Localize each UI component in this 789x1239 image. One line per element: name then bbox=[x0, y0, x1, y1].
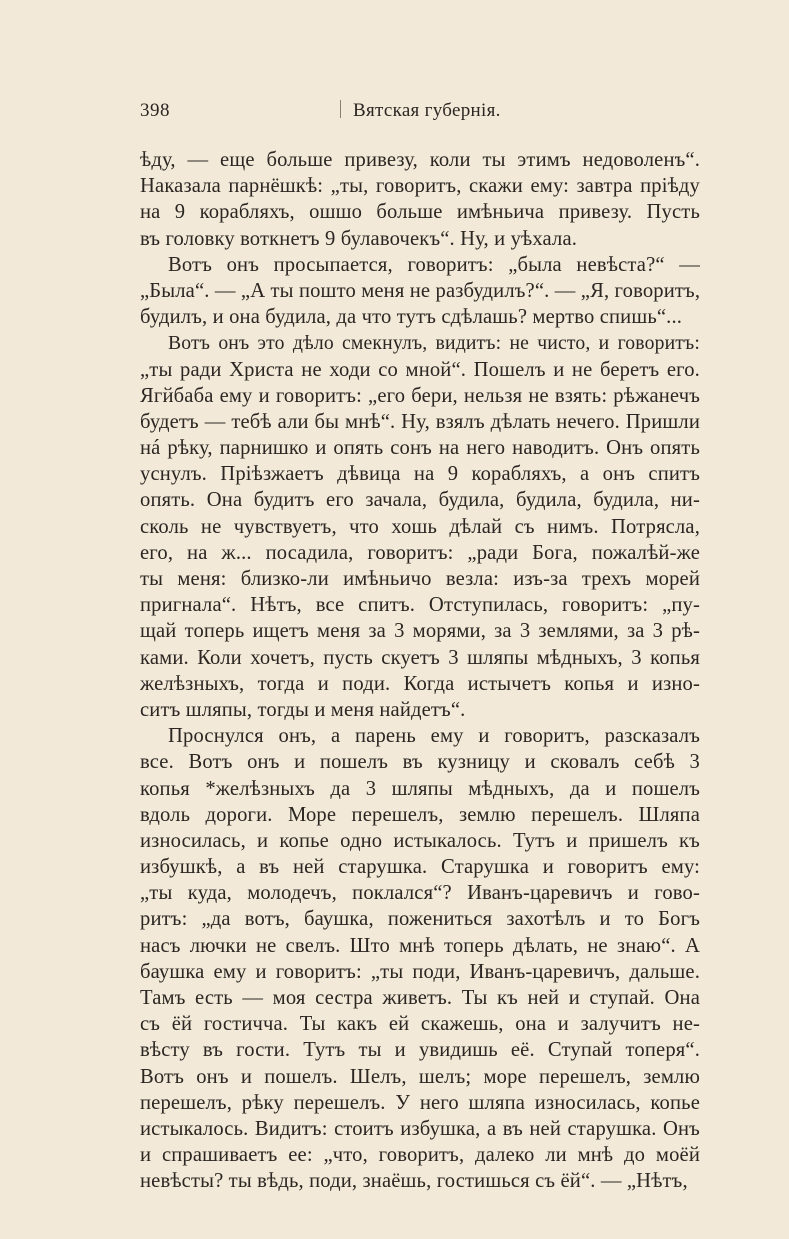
text-line: Проснулся онъ, а парень ему и говоритъ, разсказалъ bbox=[168, 725, 700, 748]
text-line: невѣсты? ты вѣдь, поди, знаёшь, гостишься съ ёй“. — „Нѣтъ, bbox=[140, 1170, 688, 1193]
text-line: Ягйбаба ему и говоритъ: „его бери, нельзя не взять: рѣжанечъ bbox=[140, 384, 700, 407]
text-line: будетъ — тебѣ али бы мнѣ“. Ну, взялъ дѣлать нечего. Пришли bbox=[140, 410, 700, 433]
text-line: „Была“. — „А ты пошто меня не разбудилъ?“. — „Я, говоритъ, bbox=[140, 279, 701, 302]
text-line: на 9 корабляхъ, ошшо больше имѣньича привезу. Пусть bbox=[140, 201, 700, 224]
text-line: Тамъ есть — моя сестра живетъ. Ты къ ней и ступай. Она bbox=[140, 987, 700, 1009]
text-line: будилъ, и она будила, да что тутъ сдѣлашь? мертво спишь“... bbox=[140, 306, 683, 329]
body-text bbox=[140, 147, 700, 1195]
text-line: „ты куда, молодечъ, поклался“? Иванъ-царевичъ и гово- bbox=[140, 882, 700, 905]
text-line: перешелъ, рѣку перешелъ. У него шляпа износилась, копье bbox=[140, 1091, 700, 1114]
text-line: Наказала парнёшкѣ: „ты, говоритъ, скажи ему: завтра пріѣду bbox=[140, 175, 700, 198]
text-line: все. Вотъ онъ и пошелъ въ кузницу и сковалъ себѣ 3 bbox=[140, 751, 700, 774]
text-line: его, на ж... посадила, говоритъ: „ради Бога, пожалѣй-же bbox=[140, 541, 700, 564]
text-line: сколь не чувствуетъ, что хошь дѣлай съ нимъ. Потрясла, bbox=[140, 515, 700, 538]
text-line: съ ёй гостичча. Ты какъ ей скажешь, она и залучитъ не- bbox=[140, 1013, 700, 1036]
text-line: баушка ему и говоритъ: „ты поди, Иванъ-царевичъ, дальше. bbox=[140, 960, 700, 983]
text-line: насъ лючки не свелъ. Што мнѣ топерь дѣлать, не знаю“. А bbox=[140, 934, 700, 957]
text-line: избушкѣ, а въ ней старушка. Старушка и говоритъ ему: bbox=[140, 856, 700, 879]
text-line: ритъ: „да вотъ, баушка, пожениться захотѣлъ и то Богъ bbox=[140, 908, 700, 931]
text-line: ѣду, — еще больше привезу, коли ты этимъ недоволенъ“. bbox=[140, 149, 700, 171]
running-head bbox=[340, 100, 501, 122]
header-divider bbox=[340, 100, 341, 118]
text-line: и спрашиваетъ ее: „что, говоритъ, далеко ли мнѣ до моёй bbox=[140, 1144, 700, 1167]
text-line: износилась, и копье одно истыкалось. Тутъ и пришелъ къ bbox=[140, 829, 700, 852]
text-line: Вотъ онъ это дѣло смекнулъ, видитъ: не чисто, и говоритъ: bbox=[168, 332, 700, 355]
text-line: щай топерь ищетъ меня за 3 морями, за 3 землями, за 3 рѣ- bbox=[140, 620, 700, 643]
text-line: Вотъ онъ просыпается, говоритъ: „была невѣста?“ — bbox=[168, 253, 700, 276]
running-head-text: Вятская губернія. bbox=[353, 100, 501, 121]
text-line: нá рѣку, парнишко и опять сонъ на него наводитъ. Онъ опять bbox=[140, 437, 700, 460]
text-line: въ головку воткнетъ 9 булавочекъ“. Ну, и уѣхала. bbox=[140, 227, 578, 250]
text-line: копья *желѣзныхъ да 3 шляпы мѣдныхъ, да и пошелъ bbox=[140, 777, 700, 800]
text-line: вдоль дороги. Море перешелъ, землю перешелъ. Шляпа bbox=[140, 803, 700, 826]
text-line: желѣзныхъ, тогда и поди. Когда истычетъ копья и изно- bbox=[140, 672, 700, 695]
text-line: истыкалось. Видитъ: стоитъ избушка, а въ ней старушка. Онъ bbox=[140, 1117, 700, 1140]
text-line: „ты ради Христа не ходи со мной“. Пошелъ и не беретъ его. bbox=[140, 358, 700, 381]
text-line: Вотъ онъ и пошелъ. Шелъ, шелъ; море перешелъ, землю bbox=[140, 1065, 700, 1088]
page-header bbox=[140, 100, 700, 130]
text-line: вѣсту въ гости. Тутъ ты и увидишь её. Ступай топеря“. bbox=[140, 1039, 700, 1062]
text-line: ками. Коли хочетъ, пусть скуетъ 3 шляпы мѣдныхъ, 3 копья bbox=[140, 646, 700, 669]
text-line: ты меня: близко-ли имѣньичо везла: изъ-за трехъ морей bbox=[140, 568, 700, 590]
text-line: опять. Она будитъ его зачала, будила, будила, будила, ни- bbox=[140, 489, 700, 512]
text-line: ситъ шляпы, тогды и меня найдетъ“. bbox=[140, 698, 466, 721]
page-number: 398 bbox=[140, 100, 170, 121]
text-line: пригнала“. Нѣтъ, все спитъ. Отступилась, говоритъ: „пу- bbox=[140, 594, 700, 617]
text-line: уснулъ. Пріѣзжаетъ дѣвица на 9 корабляхъ, а онъ спитъ bbox=[140, 463, 700, 486]
